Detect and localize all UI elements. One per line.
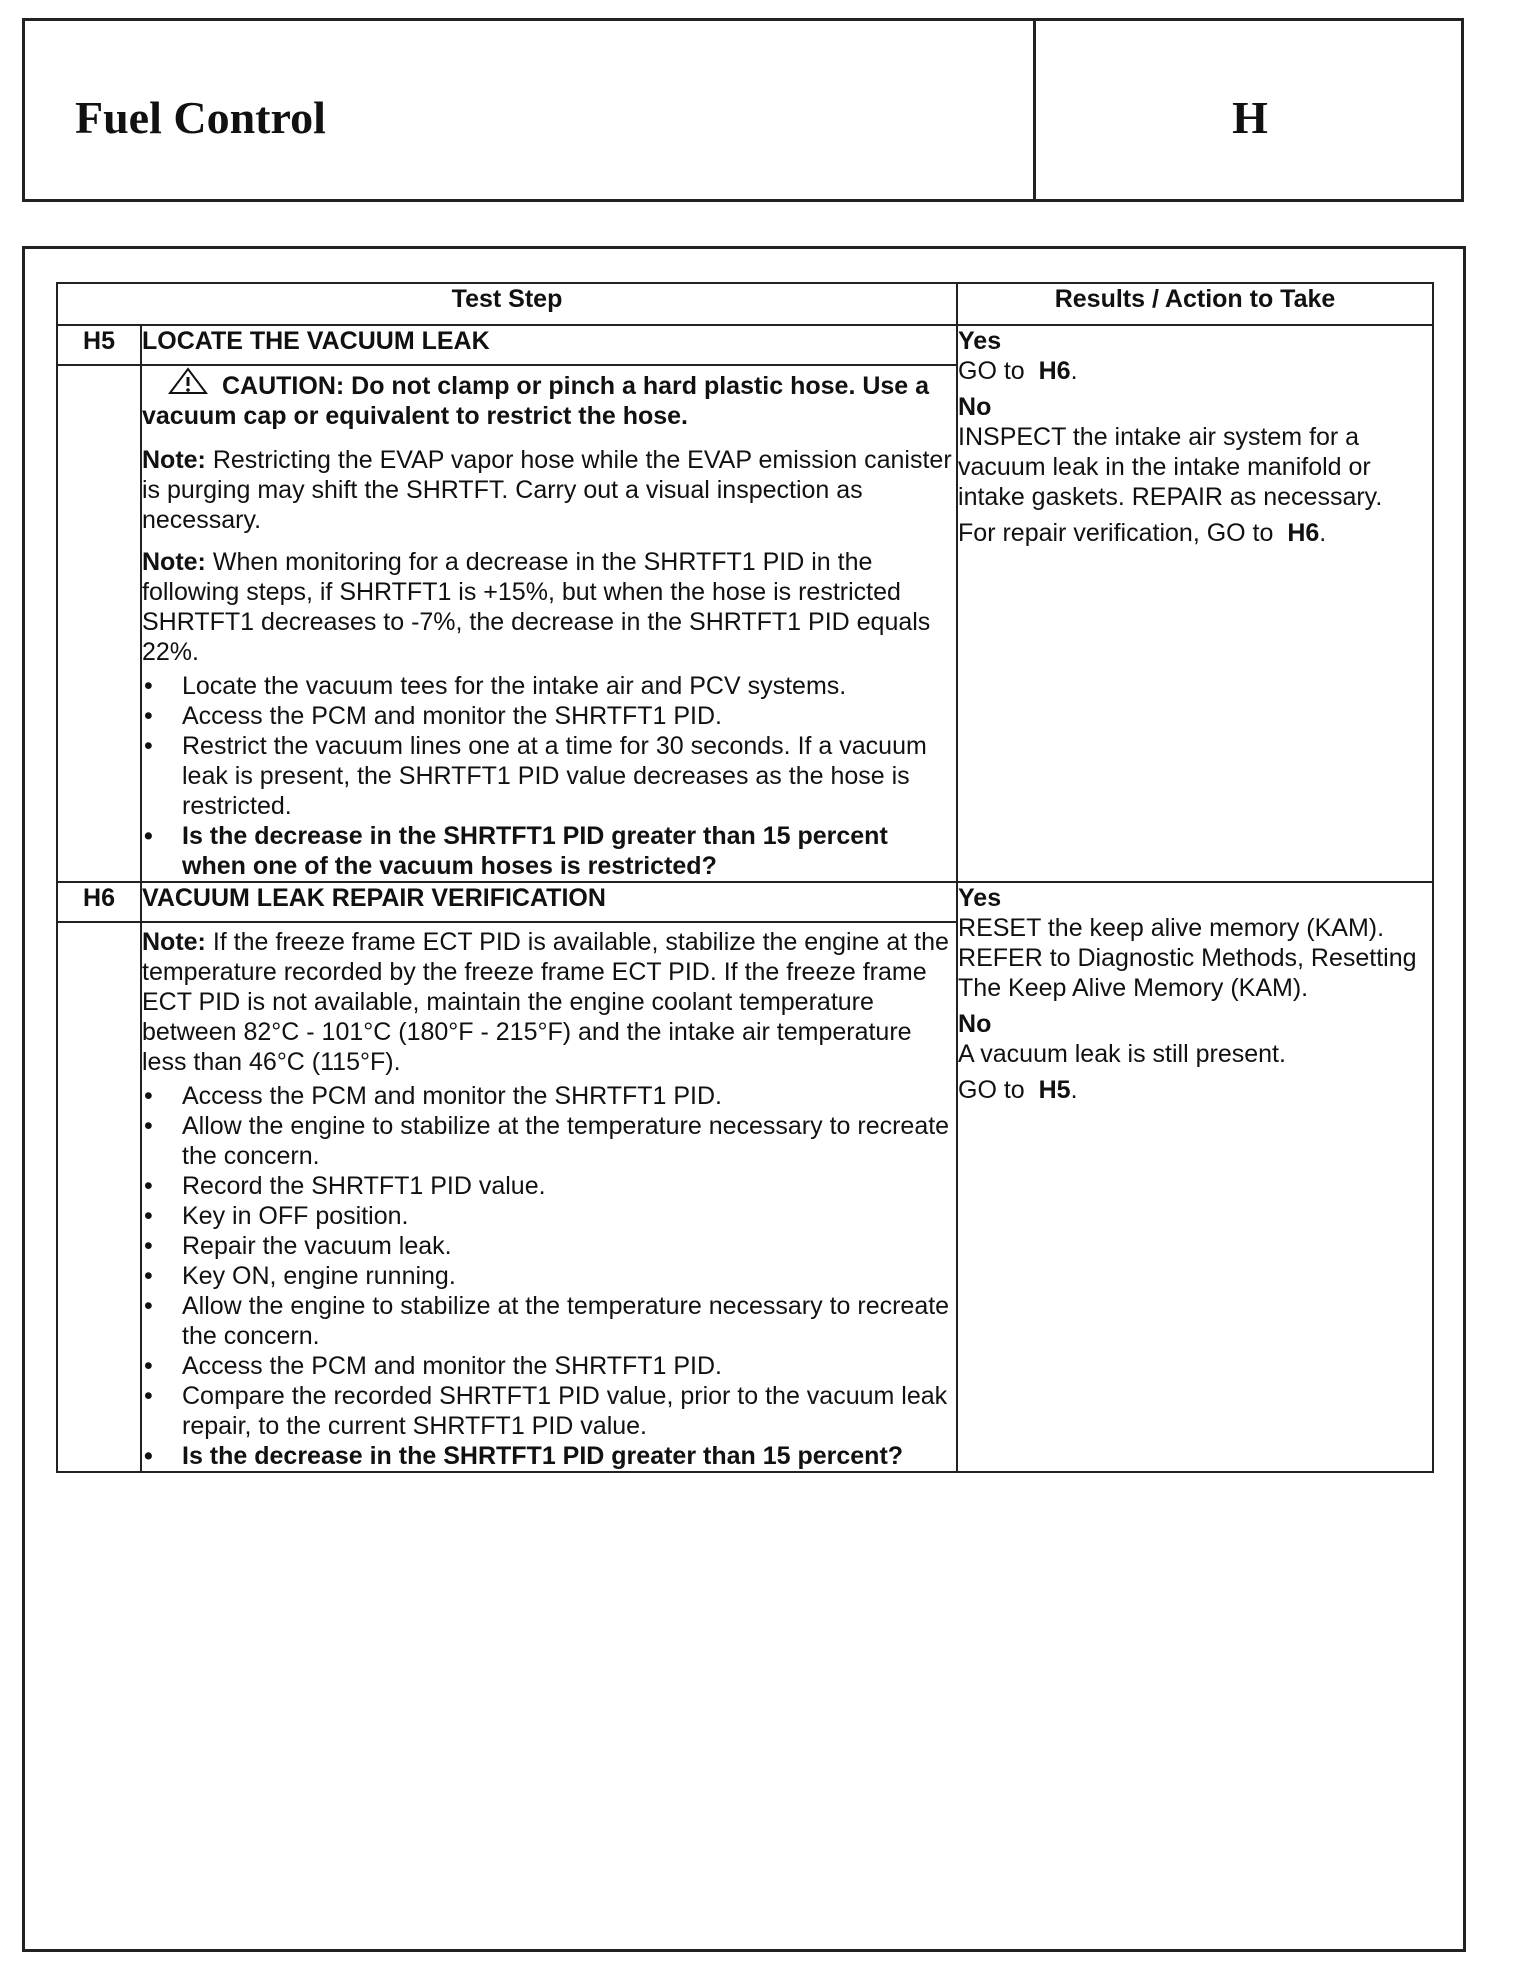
- col-header-test-step: Test Step: [57, 283, 957, 325]
- yes-action: GO to H6.: [958, 357, 1078, 385]
- caution-text: CAUTION: Do not clamp or pinch a hard plastic hose. Use a vacuum cap or equivalent to restrict the hose.: [142, 366, 956, 431]
- step-question: • Is the decrease in the SHRTFT1 PID greater than 15 percent when one of the vacuum hoses is restricted?: [142, 821, 956, 881]
- list-item: • Access the PCM and monitor the SHRTFT1 PID.: [142, 1081, 956, 1111]
- list-item: • Access the PCM and monitor the SHRTFT1 PID.: [142, 701, 956, 731]
- list-item: • Restrict the vacuum lines one at a time for 30 seconds. If a vacuum leak is present, the SHRTFT1 PID value decreases as the hose is restricted.: [142, 731, 956, 821]
- page-header: [22, 18, 1464, 202]
- yes-label: Yes: [958, 884, 1002, 912]
- step-reference: H6: [1038, 357, 1071, 385]
- list-item: • Allow the engine to stabilize at the temperature necessary to recreate the concern.: [142, 1111, 956, 1171]
- list-item: • Compare the recorded SHRTFT1 PID value, prior to the vacuum leak repair, to the current SHRTFT1 PID value.: [142, 1381, 956, 1441]
- step-reference: H5: [1038, 1076, 1071, 1104]
- list-item: • Key ON, engine running.: [142, 1261, 956, 1291]
- list-item: • Allow the engine to stabilize at the temperature necessary to recreate the concern.: [142, 1291, 956, 1351]
- step-id: H6: [57, 882, 141, 922]
- step-id: H5: [57, 325, 141, 365]
- yes-label: Yes: [958, 327, 1002, 355]
- col-header-results: Results / Action to Take: [957, 283, 1433, 325]
- test-step-table: [56, 282, 1434, 1473]
- step-title-row: [57, 882, 1433, 922]
- step-question: • Is the decrease in the SHRTFT1 PID greater than 15 percent?: [142, 1441, 956, 1471]
- step-id-spacer: [57, 365, 141, 882]
- page-title: Fuel Control: [75, 92, 326, 143]
- list-item: • Access the PCM and monitor the SHRTFT1 PID.: [142, 1351, 956, 1381]
- list-item: • Repair the vacuum leak.: [142, 1231, 956, 1261]
- step-id-spacer: [57, 922, 141, 1472]
- verify-action: For repair verification, GO to H6.: [958, 519, 1327, 547]
- step-results: [957, 325, 1433, 882]
- no-action: INSPECT the intake air system for a vacuum leak in the intake manifold or intake gaskets. REPAIR as necessary.: [958, 423, 1383, 511]
- step-reference: H6: [1287, 519, 1320, 547]
- step-results: [957, 882, 1433, 1472]
- step-title-row: [57, 325, 1433, 365]
- no-label: No: [958, 1010, 992, 1038]
- step-body: [141, 922, 957, 1472]
- no-action: A vacuum leak is still present.: [958, 1040, 1286, 1068]
- no-label: No: [958, 393, 992, 421]
- step-title: LOCATE THE VACUUM LEAK: [141, 325, 957, 365]
- section-letter: H: [1232, 92, 1268, 143]
- step-bullet-list: [142, 671, 956, 881]
- note: Note: If the freeze frame ECT PID is available, stabilize the engine at the temperature recorded by the freeze frame ECT PID. If the freeze frame ECT PID is not available, maintain the engine coolant temperature between 82°C - 101°C (180°F - 215°F) and the intake air temperature less than 46°C (115°F).: [142, 928, 949, 1076]
- list-item: • Record the SHRTFT1 PID value.: [142, 1171, 956, 1201]
- list-item: • Locate the vacuum tees for the intake air and PCV systems.: [142, 671, 956, 701]
- note: Note: When monitoring for a decrease in the SHRTFT1 PID in the following steps, if SHRTFT1 is +15%, but when the hose is restricted SHRTFT1 decreases to -7%, the decrease in the SHRTFT1 PID equals 22%.: [142, 548, 931, 666]
- goto-action: GO to H5.: [958, 1076, 1078, 1104]
- step-body: [141, 365, 957, 882]
- step-title: VACUUM LEAK REPAIR VERIFICATION: [141, 882, 957, 922]
- note: Note: Restricting the EVAP vapor hose while the EVAP emission canister is purging may shift the SHRTFT. Carry out a visual inspection as necessary.: [142, 446, 952, 534]
- table-header-row: [57, 283, 1433, 325]
- list-item: • Key in OFF position.: [142, 1201, 956, 1231]
- step-bullet-list: [142, 1081, 956, 1471]
- warning-triangle-icon: [164, 366, 212, 396]
- yes-action: RESET the keep alive memory (KAM). REFER to Diagnostic Methods, Resetting The Keep Alive Memory (KAM).: [958, 914, 1417, 1002]
